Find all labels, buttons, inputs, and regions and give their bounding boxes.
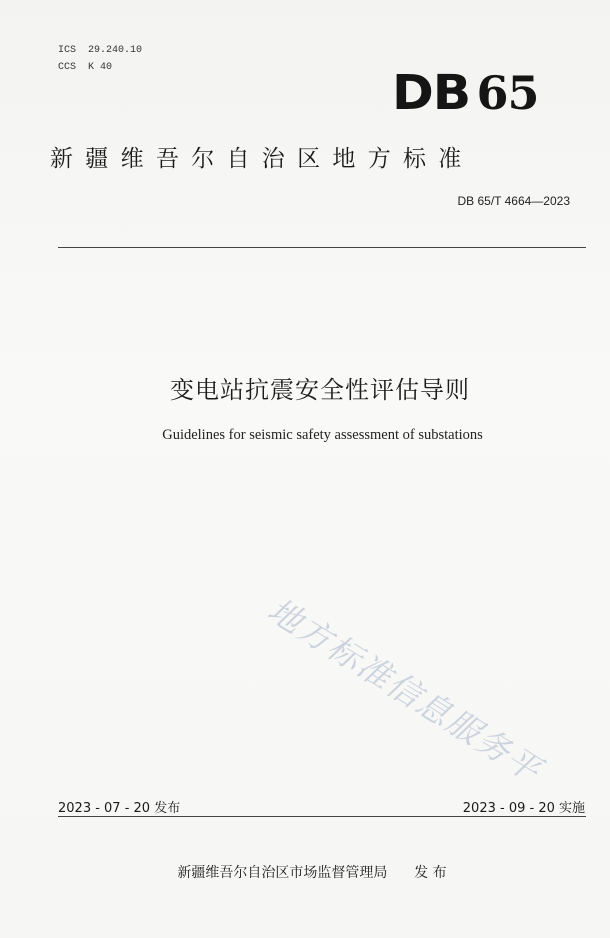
standard-code: DB 65/T 4664—2023 <box>457 194 570 208</box>
db-logo-number: 65 <box>476 66 539 120</box>
ccs-code: CCS K 40 <box>58 62 113 73</box>
issuing-authority: 新疆维吾尔自治区市场监督管理局 发 布 <box>177 865 447 881</box>
issue-date: 2023 - 07 - 20 发布 <box>58 801 181 816</box>
standard-type-heading: 新疆维吾尔自治区地方标准 <box>50 146 474 172</box>
ics-code: ICS 29.240.10 <box>58 45 143 56</box>
implementation-date: 2023 - 09 - 20 实施 <box>462 801 585 816</box>
watermark: 地方标准信息服务平 <box>261 590 549 791</box>
classification-codes <box>58 42 142 76</box>
chinese-title: 变电站抗震安全性评估导则 <box>170 376 470 404</box>
top-divider <box>58 247 586 248</box>
db-logo-letters: DB <box>392 65 471 121</box>
db65-logo <box>392 66 538 120</box>
bottom-divider <box>58 816 586 817</box>
english-title: Guidelines for seismic safety assessment of substations <box>162 427 483 443</box>
